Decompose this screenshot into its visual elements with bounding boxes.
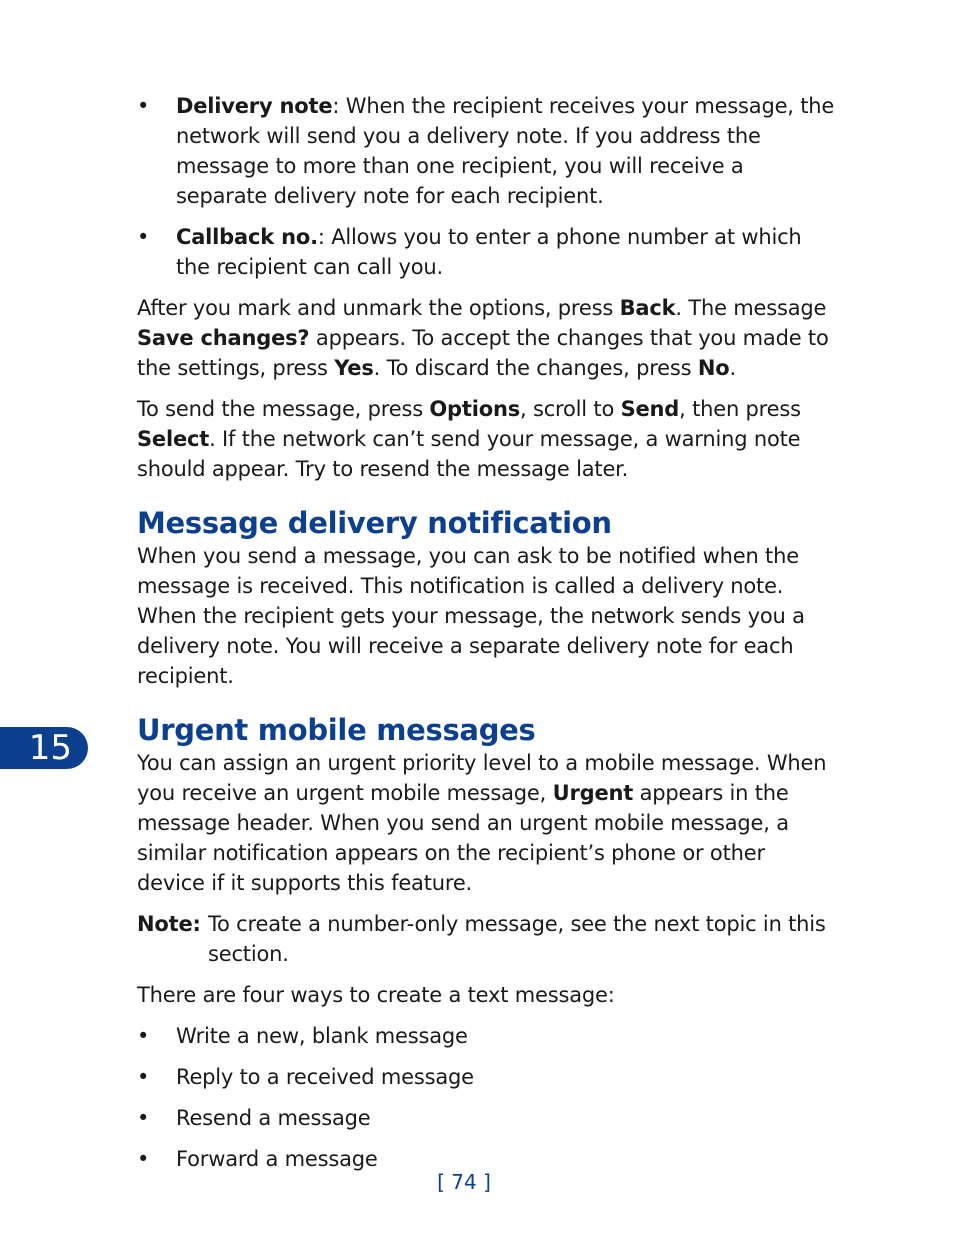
- key-label: No: [697, 356, 730, 380]
- note-text: To create a number-only message, see the next topic in this section.: [208, 912, 826, 966]
- note-label: Note:: [137, 912, 201, 936]
- list-item: [137, 1062, 837, 1092]
- bullet-marker: •: [137, 1024, 150, 1048]
- list-item: [137, 1021, 837, 1051]
- list-item: [137, 222, 837, 282]
- list-item-text: Write a new, blank message: [176, 1024, 468, 1048]
- note-block: [137, 909, 837, 969]
- key-label: Options: [429, 397, 521, 421]
- key-label: Yes: [334, 356, 374, 380]
- chapter-tab: 15: [0, 727, 88, 769]
- section-heading-delivery: Message delivery notification: [137, 506, 612, 540]
- option-term: Delivery note: [176, 94, 333, 118]
- text-run: After you mark and unmark the options, press: [137, 296, 620, 320]
- paragraph-urgent: [137, 748, 837, 898]
- text-run: , then press: [679, 397, 801, 421]
- bullet-marker: •: [137, 1106, 150, 1130]
- bullet-marker: •: [137, 1065, 150, 1089]
- text-run: To send the message, press: [137, 397, 430, 421]
- ways-bullet-list: [137, 1021, 837, 1174]
- option-description: : Allows you to enter a phone number at which the recipient can call you.: [176, 225, 802, 279]
- paragraph-after-options: [137, 293, 837, 383]
- bullet-marker: •: [137, 94, 150, 118]
- list-item-text: Reply to a received message: [176, 1065, 474, 1089]
- key-label: Send: [620, 397, 680, 421]
- bullet-marker: •: [137, 1147, 150, 1171]
- text-run: . The message: [675, 296, 827, 320]
- key-label: Select: [137, 427, 210, 451]
- key-label: Back: [619, 296, 676, 320]
- text-run: appears. To accept the changes that you made to the settings, press: [137, 326, 829, 380]
- option-description: : When the recipient receives your message, the network will send you a delivery note. If you address the message to more than one recipient, you will receive a separate delivery note for each recipient.: [176, 94, 835, 208]
- list-item-text: Resend a message: [176, 1106, 371, 1130]
- options-bullet-list: [137, 91, 837, 282]
- option-term: Callback no.: [176, 225, 318, 249]
- text-run: . To discard the changes, press: [373, 356, 698, 380]
- page-content: [137, 91, 837, 1185]
- section-heading-urgent: Urgent mobile messages: [137, 713, 536, 747]
- key-label: Save changes?: [137, 326, 310, 350]
- bullet-marker: •: [137, 225, 150, 249]
- paragraph-send: [137, 394, 837, 484]
- page-number: [ 74 ]: [437, 1170, 491, 1194]
- list-item-text: Forward a message: [176, 1147, 378, 1171]
- key-label: Urgent: [552, 781, 634, 805]
- ways-intro: There are four ways to create a text message:: [137, 983, 615, 1007]
- paragraph-delivery: When you send a message, you can ask to be notified when the message is received. This notification is called a delivery note. When the recipient gets your message, the network sends you a delivery note. You will receive a separate delivery note for each recipient.: [137, 544, 805, 688]
- list-item: [137, 1103, 837, 1133]
- text-run: appears in the message header. When you send an urgent mobile message, a similar notification appears on the recipient’s phone or other device if it supports this feature.: [137, 781, 789, 895]
- text-run: .: [729, 356, 736, 380]
- text-run: . If the network can’t send your message, a warning note should appear. Try to resend the message later.: [137, 427, 801, 481]
- text-run: , scroll to: [520, 397, 621, 421]
- list-item: [137, 91, 837, 211]
- text-run: You can assign an urgent priority level to a mobile message. When you receive an urgent mobile message,: [137, 751, 827, 805]
